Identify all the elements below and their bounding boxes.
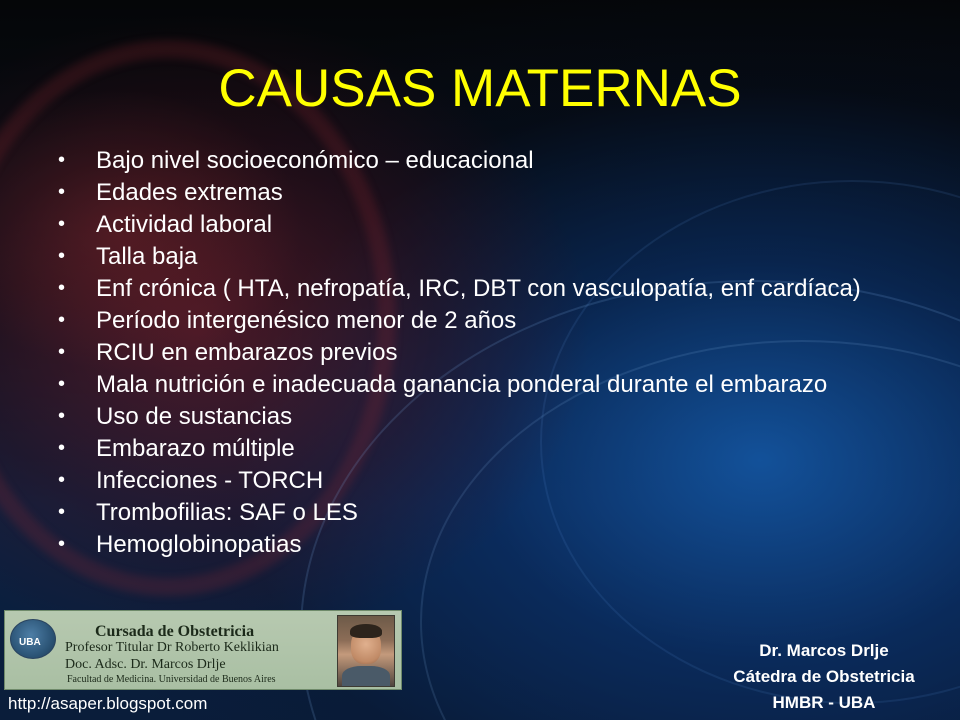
bullet-item — [58, 244, 938, 269]
bullet-icon: • — [58, 213, 66, 235]
banner-professor: Profesor Titular Dr Roberto Keklikian — [65, 640, 279, 655]
bullet-item — [58, 180, 938, 205]
bullet-item — [58, 276, 938, 301]
bullet-text: Hemoglobinopatias — [96, 531, 302, 558]
bullet-text: Uso de sustancias — [96, 403, 293, 430]
bullet-icon: • — [58, 149, 66, 171]
bullet-icon: • — [58, 469, 66, 491]
bullet-item — [58, 212, 938, 237]
bullet-item — [58, 532, 938, 557]
bullet-icon: • — [58, 437, 66, 459]
bullet-item — [58, 340, 938, 365]
bullet-icon: • — [58, 245, 66, 267]
course-banner — [4, 610, 402, 690]
bullet-item — [58, 436, 938, 461]
bullet-icon: • — [58, 405, 66, 427]
blog-url-link[interactable]: http://asaper.blogspot.com — [8, 694, 208, 713]
bullet-text: Bajo nivel socioeconómico – educacional — [96, 147, 534, 174]
bullet-icon: • — [58, 309, 66, 331]
bullet-icon: • — [58, 277, 66, 299]
bullet-text: Trombofilias: SAF o LES — [96, 499, 358, 526]
bullet-item — [58, 308, 938, 333]
bullet-item — [58, 468, 938, 493]
banner-faculty: Facultad de Medicina. Universidad de Buenos Aires — [67, 674, 276, 685]
bullet-text: Actividad laboral — [96, 211, 273, 238]
credit-chair: Cátedra de Obstetricia — [733, 667, 915, 686]
bullet-icon: • — [58, 373, 66, 395]
slide-title: CAUSAS MATERNAS — [218, 59, 742, 118]
bullet-text: Infecciones - TORCH — [96, 467, 324, 494]
bullet-text: Talla baja — [96, 243, 198, 270]
bullet-text: Período intergenésico menor de 2 años — [96, 307, 517, 334]
bullet-text: Edades extremas — [96, 179, 283, 206]
bullet-list — [58, 148, 938, 564]
bullet-item — [58, 500, 938, 525]
banner-adjunct: Doc. Adsc. Dr. Marcos Drlje — [65, 657, 226, 672]
bullet-text: Embarazo múltiple — [96, 435, 295, 462]
bullet-icon: • — [58, 533, 66, 555]
credits-block — [704, 638, 944, 716]
bullet-text: Enf crónica ( HTA, nefropatía, IRC, DBT con vasculopatía, enf cardíaca) — [96, 275, 861, 302]
bullet-icon: • — [58, 341, 66, 363]
uba-logo-text: UBA — [19, 637, 41, 648]
bullet-text: RCIU en embarazos previos — [96, 339, 398, 366]
bullet-item — [58, 404, 938, 429]
bullet-icon: • — [58, 501, 66, 523]
bullet-icon: • — [58, 181, 66, 203]
credit-name: Dr. Marcos Drlje — [759, 641, 889, 660]
credit-place: HMBR - UBA — [772, 693, 876, 712]
bullet-item — [58, 372, 938, 397]
bullet-item — [58, 148, 938, 173]
professor-photo — [337, 615, 395, 687]
banner-course-title: Cursada de Obstetricia — [95, 623, 255, 640]
bullet-text: Mala nutrición e inadecuada ganancia ponderal durante el embarazo — [96, 371, 828, 398]
